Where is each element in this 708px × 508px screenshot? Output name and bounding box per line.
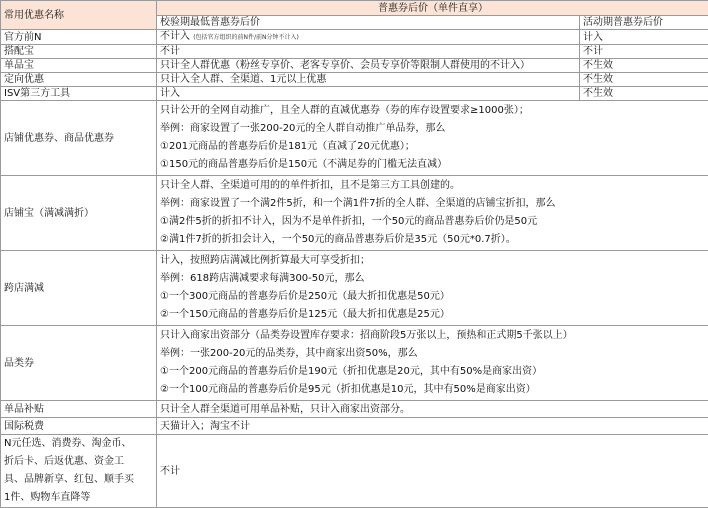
detail-line: ①一个200元商品的普惠券后价是190元（折扣优惠是20元，其中有50%是商家出资） bbox=[160, 363, 706, 381]
detail-line: 举例：618跨店满减要求每满300-50元，那么 bbox=[160, 270, 706, 288]
row-name: 跨店满减 bbox=[1, 251, 157, 326]
row-name: 单品宝 bbox=[1, 59, 157, 73]
detail-line: 只计公开的全网自动推广，且全人群的直减优惠券（券的库存设置要求≥1000张）； bbox=[160, 102, 706, 120]
row-detail: 不计 bbox=[157, 435, 708, 508]
row-name: ISV第三方工具 bbox=[1, 87, 157, 101]
header-name: 常用优惠名称 bbox=[1, 1, 157, 30]
row-name: 搭配宝 bbox=[1, 45, 157, 59]
row-name: 国际税费 bbox=[1, 418, 157, 435]
row-detail bbox=[157, 326, 708, 401]
row-activity: 不生效 bbox=[580, 73, 708, 87]
table-row bbox=[1, 45, 708, 59]
header-period: 校验期最低普惠券后价 bbox=[157, 16, 580, 30]
header-group-title: 普惠券后价（单件直享） bbox=[157, 1, 708, 16]
table-row bbox=[1, 59, 708, 73]
detail-line: 只计入商家出资部分（品类券设置库存要求：招商阶段5万张以上，预热和正式期5千张以上） bbox=[160, 327, 706, 345]
table-row bbox=[1, 251, 708, 326]
row-name: 店铺宝（满减满折） bbox=[1, 176, 157, 251]
name-line: N元任选、消费券、淘金币、 bbox=[4, 435, 154, 453]
table-row bbox=[1, 418, 708, 435]
name-line: 1件、购物车直降等 bbox=[4, 489, 154, 507]
detail-line: ②一个100元商品的普惠券后价是95元（折扣优惠是10元，其中有50%是商家出资） bbox=[160, 381, 706, 399]
table-row bbox=[1, 176, 708, 251]
detail-line: ②满1件7折的折扣会计入，一个50元的商品普惠券后价是35元（50元*0.7折）。 bbox=[160, 231, 706, 249]
detail-line: ②一个150元商品的普惠券后价是125元（最大折扣优惠是25元） bbox=[160, 306, 706, 324]
detail-line: ①满2件5折的折扣不计入，因为不是单件折扣，一个50元的商品普惠券后价仍是50元 bbox=[160, 213, 706, 231]
row-activity: 不生效 bbox=[580, 87, 708, 101]
table-row bbox=[1, 87, 708, 101]
detail-line: ①201元商品的普惠券后价是181元（直减了20元优惠）； bbox=[160, 138, 706, 156]
table-row bbox=[1, 435, 708, 508]
row-name: 定向优惠 bbox=[1, 73, 157, 87]
row-name bbox=[1, 435, 157, 508]
row-activity: 计入 bbox=[580, 30, 708, 45]
row-name: 品类券 bbox=[1, 326, 157, 401]
header-activity: 活动期普惠券后价 bbox=[580, 16, 708, 30]
table-row bbox=[1, 101, 708, 176]
row-detail: 只计全人群全渠道可用单品补贴，只计入商家出资部分。 bbox=[157, 401, 708, 418]
detail-line: ①一个300元商品的普惠券后价是250元（最大折扣优惠是50元） bbox=[160, 288, 706, 306]
row-period: 只计入全人群、全渠道、1元以上优惠 bbox=[157, 73, 580, 87]
row-activity: 不计 bbox=[580, 45, 708, 59]
name-line: 具、品牌新享、红包、顺手买 bbox=[4, 471, 154, 489]
table-row bbox=[1, 30, 708, 45]
detail-line: 举例：商家设置了一个满2件5折，和一个满1件7折的全人群、全渠道的店铺宝折扣，那么 bbox=[160, 195, 706, 213]
detail-line: 举例：商家设置了一张200-20元的全人群自动推广单品券，那么 bbox=[160, 120, 706, 138]
row-period: 计入 bbox=[157, 87, 580, 101]
table-row bbox=[1, 73, 708, 87]
row-name: 单品补贴 bbox=[1, 401, 157, 418]
row-name: 店铺优惠券、商品优惠券 bbox=[1, 101, 157, 176]
table-row bbox=[1, 401, 708, 418]
detail-line: 只计全人群、全渠道可用的的单件折扣，且不是第三方工具创建的。 bbox=[160, 177, 706, 195]
detail-line: 计入，按照跨店满减比例折算最大可享受折扣； bbox=[160, 252, 706, 270]
table-row bbox=[1, 326, 708, 401]
name-line: 折后卡、后返优惠、资金工 bbox=[4, 453, 154, 471]
row-period: 不计入 (包括官方组织的前N件/前N分钟不计入) bbox=[157, 30, 580, 45]
row-detail bbox=[157, 176, 708, 251]
row-activity: 不生效 bbox=[580, 59, 708, 73]
row-detail bbox=[157, 251, 708, 326]
row-period: 不计 bbox=[157, 45, 580, 59]
row-period: 只计全人群优惠（粉丝专享价、老客专享价、会员专享价等限制人群使用的不计入） bbox=[157, 59, 580, 73]
row-detail: 天猫计入；淘宝不计 bbox=[157, 418, 708, 435]
row-name: 官方前N bbox=[1, 30, 157, 45]
row-detail bbox=[157, 101, 708, 176]
detail-line: ①150元的商品普惠券后价是150元（不满足券的门槛无法直减） bbox=[160, 156, 706, 174]
detail-line: 举例：一张200-20元的品类券，其中商家出资50%，那么 bbox=[160, 345, 706, 363]
